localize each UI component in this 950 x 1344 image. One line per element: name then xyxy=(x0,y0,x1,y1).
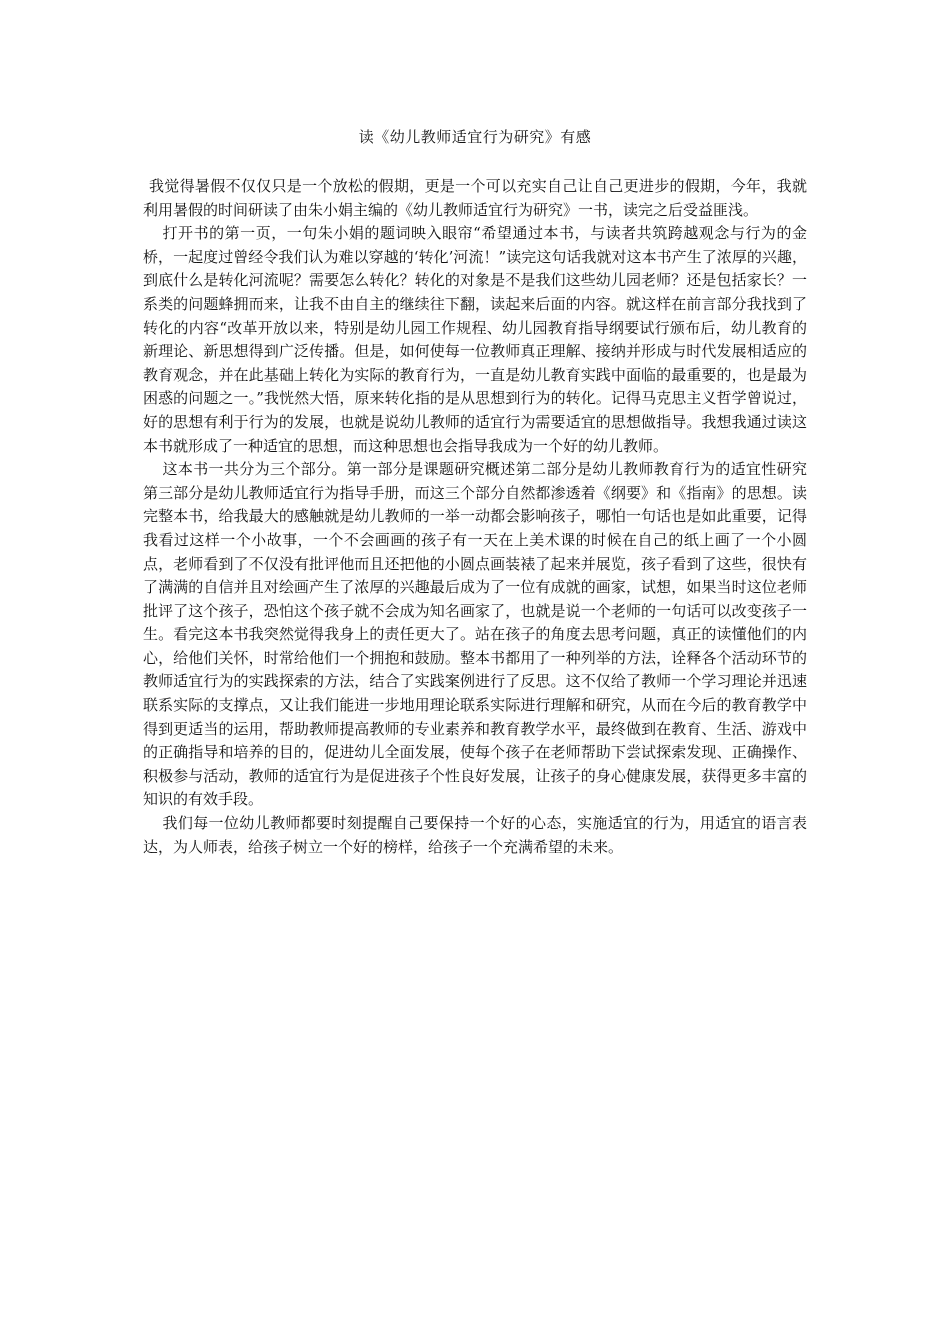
paragraph-transformation: 打开书的第一页，一句朱小娟的题词映入眼帘“希望通过本书，与读者共筑跨越观念与行为的金桥，一起度过曾经令我们认为难以穿越的‘转化’河流！”读完这句话我就对这本书产生了浓厚的兴趣，到底什么是转化河流呢？需要怎么转化？转化的对象是不是我们这些幼儿园老师？还是包括家长？一系类的问题蜂拥而来，让我不由自主的继续往下翻，读起来后面的内容。就这样在前言部分我找到了转化的内容“改革开放以来，特别是幼儿园工作规程、幼儿园教育指导纲要试行颁布后，幼儿教育的新理论、新思想得到广泛传播。但是，如何使每一位教师真正理解、接纳并形成与时代发展相适应的教育观念，并在此基础上转化为实际的教育行为，一直是幼儿教育实践中面临的最重要的，也是最为困惑的问题之一。”我恍然大悟，原来转化指的是从思想到行为的转化。记得马克思主义哲学曾说过，好的思想有利于行为的发展，也就是说幼儿教师的适宜行为需要适宜的思想做指导。我想我通过读这本书就形成了一种适宜的思想，而这种思想也会指导我成为一个好的幼儿教师。 xyxy=(143,224,807,455)
document-title: 读《幼儿教师适宜行为研究》有感 xyxy=(358,128,592,146)
paragraph-book-structure: 这本书一共分为三个部分。第一部分是课题研究概述第二部分是幼儿教师教育行为的适宜性研究第三部分是幼儿教师适宜行为指导手册，而这三个部分自然都渗透着《纲要》和《指南》的思想。读完整本书，给我最大的感触就是幼儿教师的一举一动都会影响孩子，哪怕一句话也是如此重要，记得我看过这样一个小故事，一个不会画画的孩子有一天在上美术课的时候在自己的纸上画了一个小圆点，老师看到了不仅没有批评他而且还把他的小圆点画装裱了起来并展览，孩子看到了这些，很快有了满满的自信并且对绘画产生了浓厚的兴趣最后成为了一位有成就的画家，试想，如果当时这位老师批评了这个孩子，恐怕这个孩子就不会成为知名画家了，也就是说一个老师的一句话可以改变孩子一生。看完这本书我突然觉得我身上的责任更大了。站在孩子的角度去思考问题，真正的读懂他们的内心，给他们关怀，时常给他们一个拥抱和鼓励。整本书都用了一种列举的方法，诠释各个活动环节的教师适宜行为的实践探索的方法，结合了实践案例进行了反思。这不仅给了教师一个学习理论并迅速联系实际的支撑点，又让我们能进一步地用理论联系实际进行理解和研究，从而在今后的教育教学中得到更适当的运用，帮助教师提高教师的专业素养和教育教学水平，最终做到在教育、生活、游戏中的正确指导和培养的目的，促进幼儿全面发展，使每个孩子在老师帮助下尝试探索发现、正确操作、积极参与活动，教师的适宜行为是促进孩子个性良好发展，让孩子的身心健康发展，获得更多丰富的知识的有效手段。 xyxy=(143,460,807,809)
paragraph-conclusion: 我们每一位幼儿教师都要时刻提醒自己要保持一个好的心态，实施适宜的行为，用适宜的语言表达，为人师表，给孩子树立一个好的榜样，给孩子一个充满希望的未来。 xyxy=(143,814,807,856)
paragraph-intro: 我觉得暑假不仅仅只是一个放松的假期，更是一个可以充实自己让自己更进步的假期，今年，我就利用暑假的时间研读了由朱小娟主编的《幼儿教师适宜行为研究》一书，读完之后受益匪浅。 xyxy=(143,177,807,219)
document-body xyxy=(143,175,807,859)
